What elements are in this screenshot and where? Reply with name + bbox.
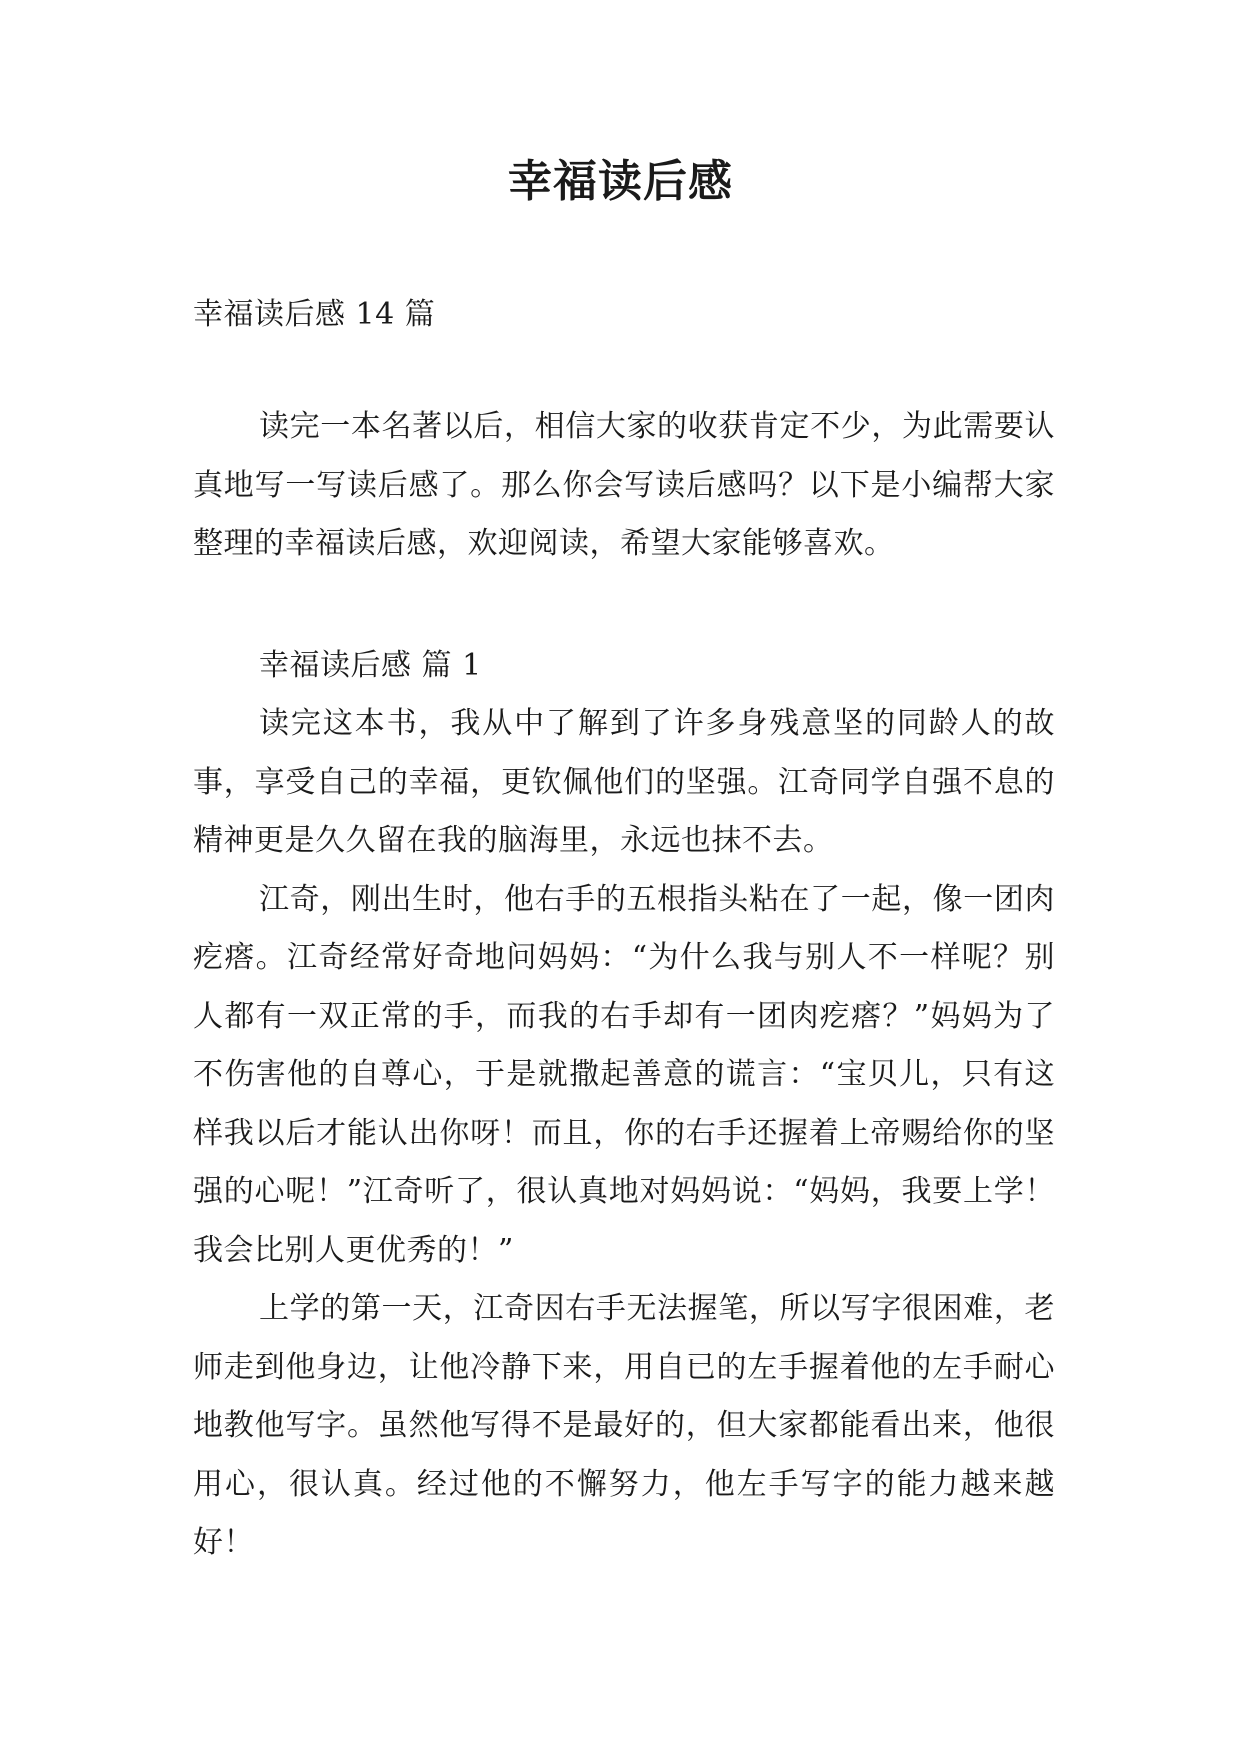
section-heading: 幸福读后感 篇 1 bbox=[259, 647, 482, 683]
body-paragraph-3: 上学的第一天，江奇因右手无法握笔，所以写字很困难，老师走到他身边，让他冷静下来，用自已的左手握着他的左手耐心地教他写字。虽然他写得不是最好的，但大家都能看出来，他很用心，很认真。经过他的不懈努力，他左手写字的能力越来越好！ bbox=[193, 1291, 1055, 1560]
document-subtitle: 幸福读后感 14 篇 bbox=[193, 297, 436, 332]
intro-paragraph: 读完一本名著以后，相信大家的收获肯定不少，为此需要认真地写一写读后感了。那么你会写读后感吗？以下是小编帮大家整理的幸福读后感，欢迎阅读，希望大家能够喜欢。 bbox=[193, 409, 1055, 561]
paragraph-gap bbox=[193, 574, 1055, 637]
document-title: 幸福读后感 bbox=[508, 156, 733, 207]
body-paragraph-1: 读完这本书，我从中了解到了许多身残意坚的同龄人的故事，享受自己的幸福，更钦佩他们的坚强。江奇同学自强不息的精神更是久久留在我的脑海里，永远也抹不去。 bbox=[193, 706, 1055, 858]
document-body bbox=[193, 398, 1055, 1573]
body-paragraph-2: 江奇，刚出生时，他右手的五根指头粘在了一起，像一团肉疙瘩。江奇经常好奇地问妈妈：“为什么我与别人不一样呢？别人都有一双正常的手，而我的右手却有一团肉疙瘩？”妈妈为了不伤害他的自尊心，于是就撒起善意的谎言：“宝贝儿，只有这样我以后才能认出你呀！而且，你的右手还握着上帝赐给你的坚强的心呢！”江奇听了，很认真地对妈妈说：“妈妈，我要上学！我会比别人更优秀的！” bbox=[193, 881, 1055, 1268]
